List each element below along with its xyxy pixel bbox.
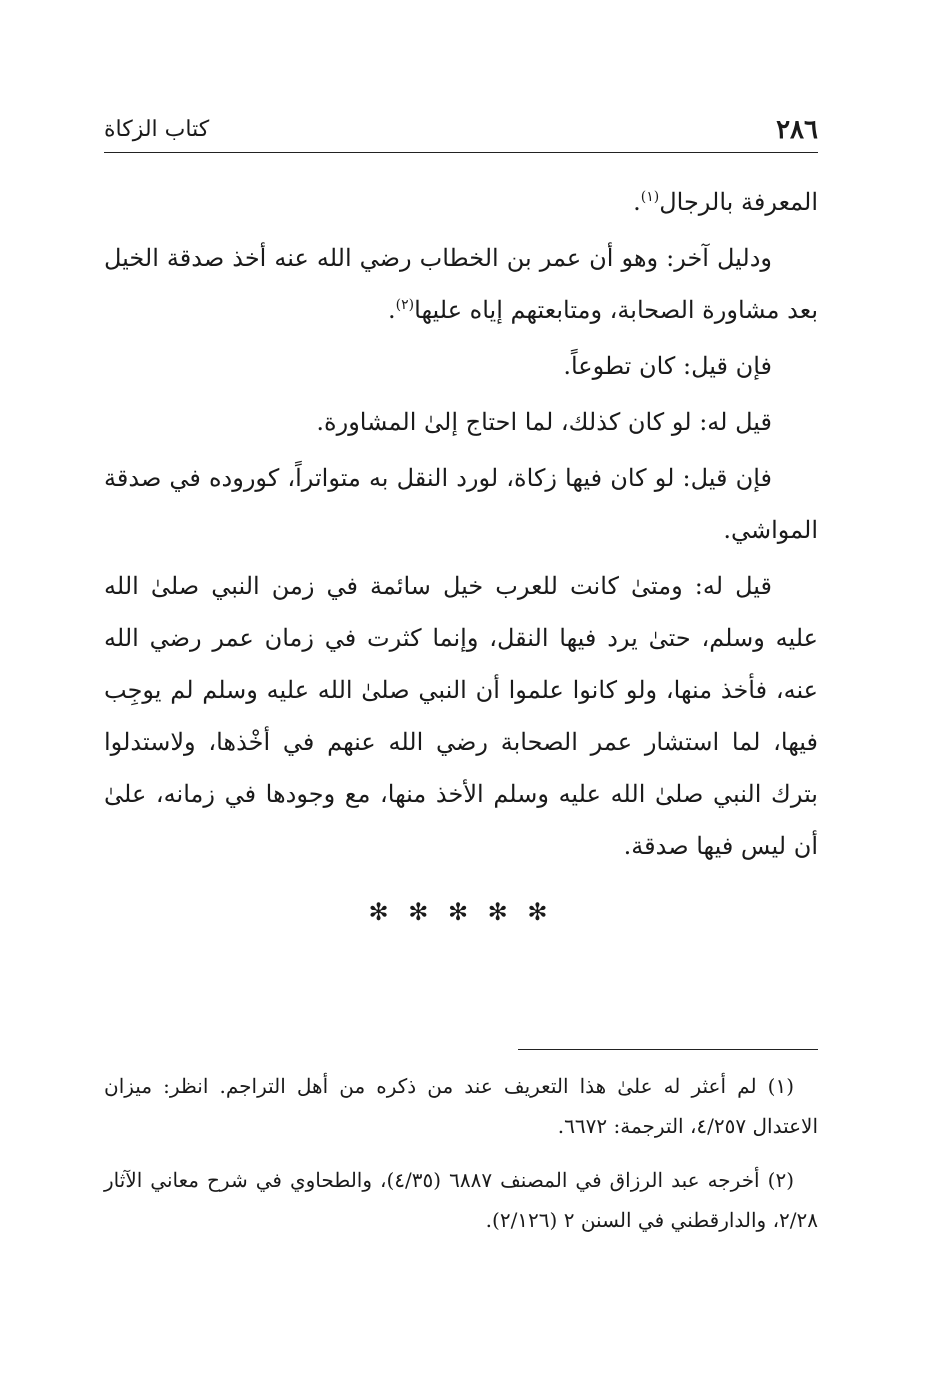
paragraph-text: قيل له: ومتىٰ كانت للعرب خيل سائمة في زمن النبي صلىٰ الله عليه وسلم، حتىٰ يرد فيها النقل، وإنما كثرت في زمان عمر رضي الله عنه، فأخذ منها، ولو كانوا علموا أن النبي صلىٰ الله عليه وسلم لم يوجِب فيها، لما استشار عمر الصحابة رضي الله عنهم في أخْذها، ولاستدلوا بترك النبي صلىٰ الله عليه وسلم الأخذ منها، مع وجودها في زمانه، علىٰ أن ليس فيها صدقة. bbox=[104, 572, 819, 860]
paragraph-text: ودليل آخر: وهو أن عمر بن الخطاب رضي الله عنه أخذ صدقة الخيل بعد مشاورة الصحابة، ومتابعتهم إياه عليها bbox=[104, 244, 818, 324]
paragraph-tail: . bbox=[388, 296, 396, 324]
paragraph-6 bbox=[104, 560, 818, 872]
paragraph-text: فإن قيل: لو كان فيها زكاة، لورد النقل به متواتراً، كوروده في صدقة المواشي. bbox=[104, 464, 818, 544]
paragraph-3 bbox=[104, 340, 818, 392]
paragraph-1 bbox=[104, 176, 818, 228]
paragraph-tail: . bbox=[633, 188, 641, 216]
book-page bbox=[104, 0, 818, 1378]
footnote-2: (٢) أخرجه عبد الرزاق في المصنف ٦٨٨٧ (٤/٣٥)، والطحاوي في شرح معاني الآثار ٢/٢٨، والدارقطني في السنن ٢ (٢/١٢٦). bbox=[104, 1168, 818, 1232]
footnote-ref-1[interactable]: (١) bbox=[640, 189, 660, 205]
page-number: ٢٨٦ bbox=[776, 115, 818, 145]
paragraph-4 bbox=[104, 396, 818, 448]
paragraph-text: المعرفة بالرجال bbox=[659, 188, 818, 216]
section-separator: ✻ ✻ ✻ ✻ ✻ bbox=[368, 898, 554, 926]
main-text bbox=[104, 176, 818, 876]
paragraph-2 bbox=[104, 232, 818, 336]
footnotes bbox=[104, 1066, 818, 1254]
running-header bbox=[104, 112, 818, 153]
footnote-divider bbox=[518, 1049, 818, 1050]
footnote-1: (١) لم أعثر له علىٰ هذا التعريف عند من ذكره من أهل التراجم. انظر: ميزان الاعتدال ٤/٢٥٧، الترجمة: ٦٦٧٢. bbox=[104, 1074, 818, 1138]
footnote-ref-2[interactable]: (٢) bbox=[395, 297, 415, 313]
paragraph-text: فإن قيل: كان تطوعاً. bbox=[563, 352, 772, 380]
book-title: كتاب الزكاة bbox=[104, 117, 210, 142]
paragraph-5 bbox=[104, 452, 818, 556]
paragraph-text: قيل له: لو كان كذلك، لما احتاج إلىٰ المشاورة. bbox=[316, 408, 772, 436]
